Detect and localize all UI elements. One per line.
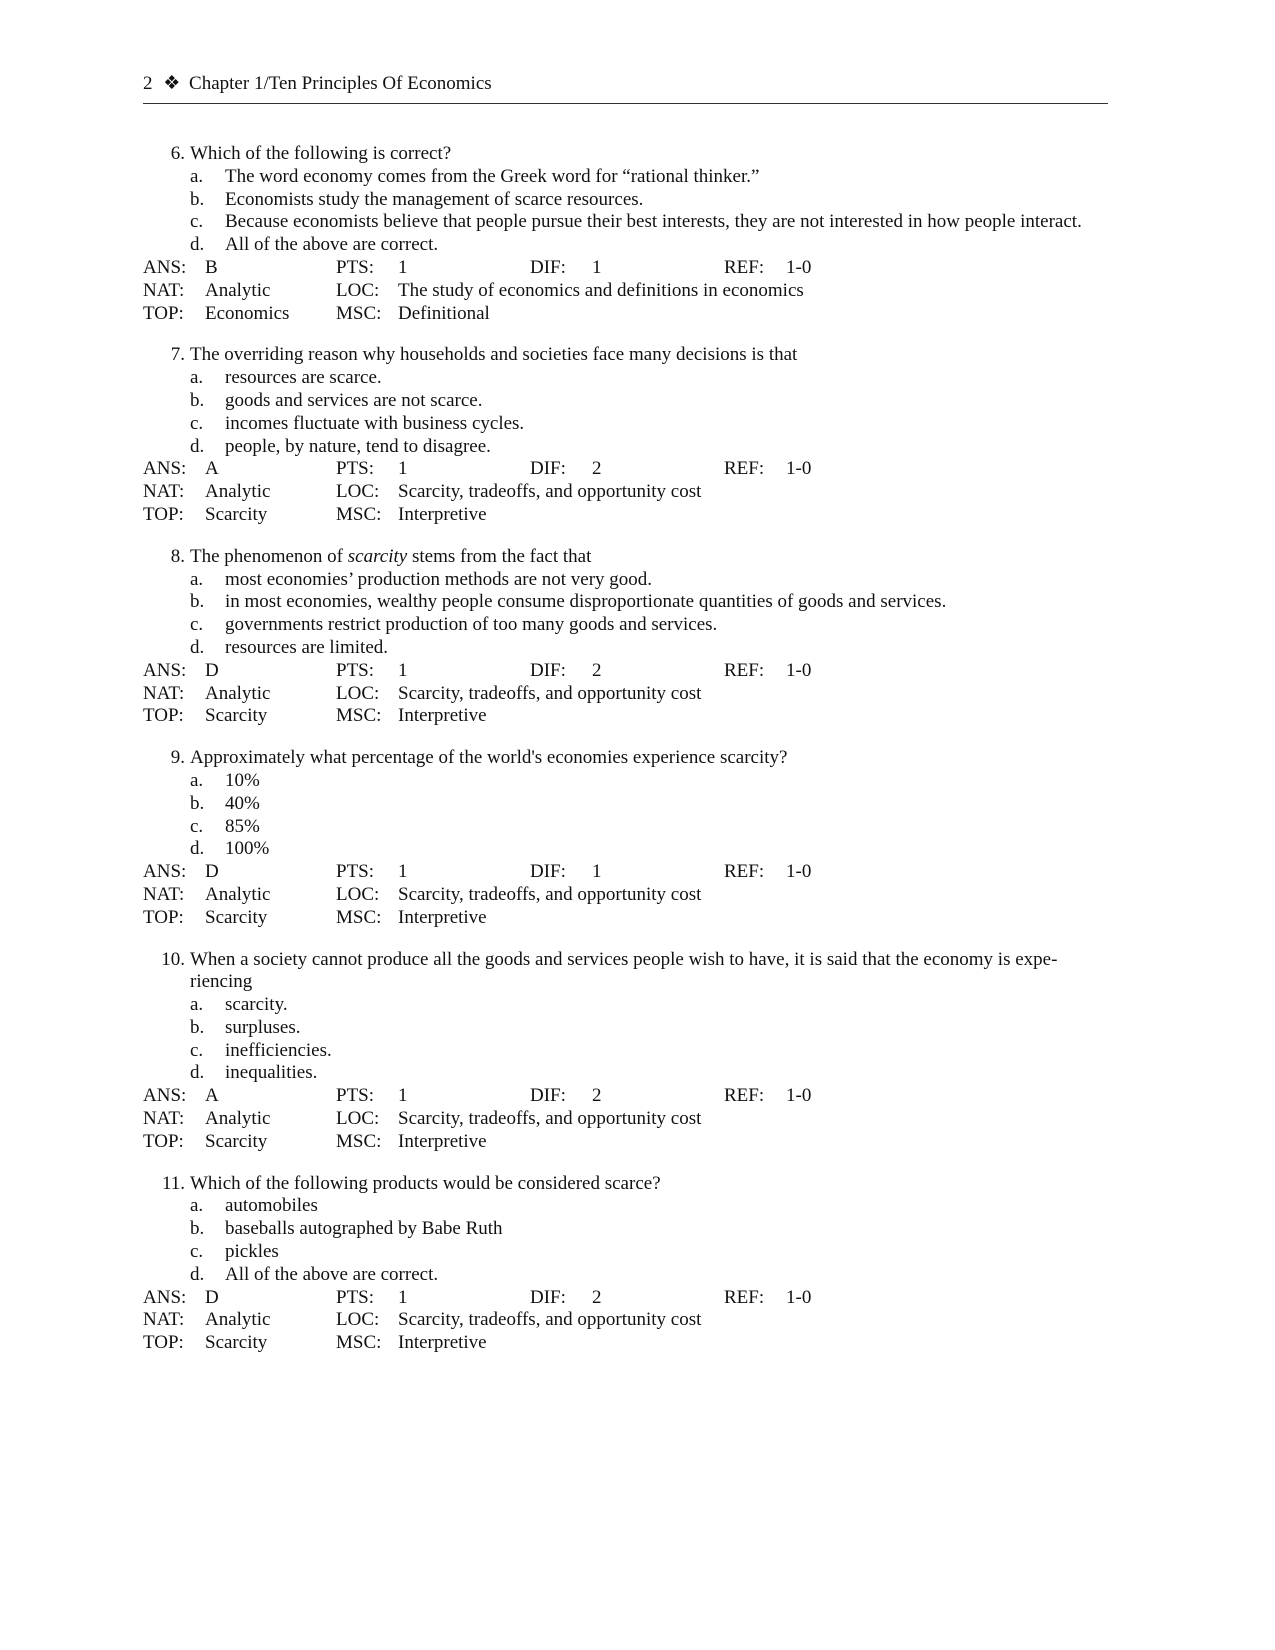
question-text (190, 143, 1095, 166)
meta-value-msc: Interpretive (398, 1130, 487, 1152)
meta-label-msc: MSC: (336, 705, 382, 727)
answer-metadata-row (143, 280, 1108, 303)
meta-value-loc: Scarcity, tradeoffs, and opportunity cost (398, 883, 702, 905)
meta-label-msc: MSC: (336, 1332, 382, 1354)
question-number: 6. (170, 143, 185, 164)
answer-option (143, 1195, 1108, 1218)
answer-metadata-row (143, 1085, 1108, 1108)
answer-option (143, 770, 1108, 793)
answer-option (143, 413, 1108, 436)
meta-value-ans: A (205, 1085, 219, 1107)
meta-value-msc: Interpretive (398, 705, 487, 727)
meta-label-ans: ANS: (143, 861, 187, 883)
meta-value-top: Scarcity (205, 906, 268, 928)
meta-value-ans: B (205, 256, 218, 278)
question-text-part: The phenomenon of (190, 545, 348, 567)
meta-dif (530, 861, 724, 884)
option-text: The word economy comes from the Greek word for “rational thinker.” (225, 165, 760, 187)
meta-top (143, 907, 336, 930)
question-block (143, 949, 1108, 1154)
option-letter: a. (190, 994, 204, 1016)
meta-nat (143, 1108, 336, 1131)
option-letter: d. (190, 838, 205, 860)
meta-label-top: TOP: (143, 302, 184, 324)
question-number: 7. (170, 344, 185, 366)
answer-option (143, 614, 1108, 637)
question-block (143, 747, 1108, 929)
option-letter: c. (190, 614, 204, 636)
meta-label-loc: LOC: (336, 1309, 380, 1331)
answer-option (143, 436, 1108, 459)
meta-loc (336, 683, 1036, 706)
answer-metadata-row (143, 257, 1108, 280)
meta-msc (336, 504, 1036, 527)
meta-ref (724, 861, 1024, 884)
meta-label-dif: DIF: (530, 256, 566, 278)
question-stem (143, 546, 1108, 569)
answer-option (143, 189, 1108, 212)
question-text-part: stems from the fact that (407, 545, 592, 567)
option-letter: d. (190, 1263, 205, 1285)
meta-nat (143, 683, 336, 706)
meta-value-top: Scarcity (205, 1130, 268, 1152)
meta-value-nat: Analytic (205, 883, 271, 905)
meta-ref (724, 458, 1024, 481)
option-text: 40% (225, 792, 260, 814)
answer-option (143, 390, 1108, 413)
option-letter: c. (190, 1241, 204, 1263)
meta-value-nat: Analytic (205, 1309, 271, 1331)
meta-dif (530, 1085, 724, 1108)
meta-top (143, 705, 336, 728)
meta-label-ref: REF: (724, 1085, 765, 1107)
answer-option (143, 569, 1108, 592)
meta-value-pts: 1 (398, 458, 408, 480)
meta-value-ref: 1-0 (786, 861, 812, 883)
meta-label-top: TOP: (143, 906, 184, 928)
meta-label-dif: DIF: (530, 1286, 566, 1308)
option-letter: a. (190, 568, 204, 590)
meta-value-msc: Interpretive (398, 1332, 487, 1354)
option-letter: c. (190, 412, 204, 434)
option-letter: b. (190, 1016, 205, 1038)
meta-dif (530, 458, 724, 481)
question-text-part: Which of the following products would be considered scarce? (190, 1172, 661, 1194)
meta-label-loc: LOC: (336, 279, 380, 301)
option-text: inequalities. (225, 1062, 318, 1084)
meta-top (143, 504, 336, 527)
meta-label-top: TOP: (143, 503, 184, 525)
meta-label-ref: REF: (724, 458, 765, 480)
meta-pts (336, 257, 530, 280)
meta-label-dif: DIF: (530, 458, 566, 480)
question-number: 11. (161, 1172, 185, 1194)
answer-metadata-row (143, 884, 1108, 907)
meta-label-ans: ANS: (143, 256, 187, 278)
chapter-title: Chapter 1/Ten Principles Of Economics (189, 73, 492, 94)
option-letter: a. (190, 165, 204, 187)
meta-ans (143, 257, 336, 280)
meta-label-ref: REF: (724, 861, 765, 883)
diamond-separator-icon: ❖ (163, 73, 181, 94)
meta-value-ref: 1-0 (786, 659, 812, 681)
option-text: surpluses. (225, 1016, 301, 1038)
question-number: 10. (161, 948, 185, 970)
question-block (143, 344, 1108, 526)
answer-option (143, 367, 1108, 390)
question-text-part: Which of the following is correct? (190, 143, 452, 164)
option-text: 10% (225, 769, 260, 791)
meta-value-top: Economics (205, 302, 290, 324)
meta-label-ref: REF: (724, 659, 765, 681)
meta-label-nat: NAT: (143, 481, 185, 503)
meta-value-ans: A (205, 458, 219, 480)
meta-value-top: Scarcity (205, 503, 268, 525)
option-text: goods and services are not scarce. (225, 389, 483, 411)
meta-value-pts: 1 (398, 659, 408, 681)
meta-value-pts: 1 (398, 256, 408, 278)
meta-value-ans: D (205, 659, 219, 681)
answer-metadata-row (143, 1131, 1108, 1154)
answer-metadata-row (143, 660, 1108, 683)
question-number: 8. (170, 545, 185, 567)
question-text-part: When a society cannot produce all the goods and services people wish to have, it is said that the economy is expe-riencing (190, 948, 1058, 993)
option-text: governments restrict production of too many goods and services. (225, 614, 718, 636)
meta-label-pts: PTS: (336, 861, 375, 883)
meta-value-loc: Scarcity, tradeoffs, and opportunity cost (398, 1309, 702, 1331)
question-list (143, 143, 1108, 1374)
meta-label-pts: PTS: (336, 256, 375, 278)
option-letter: c. (190, 815, 204, 837)
meta-value-ref: 1-0 (786, 256, 812, 278)
option-letter: a. (190, 1195, 204, 1217)
option-letter: b. (190, 389, 205, 411)
meta-value-top: Scarcity (205, 1332, 268, 1354)
answer-option (143, 816, 1108, 839)
question-text (190, 949, 1095, 995)
meta-label-ref: REF: (724, 1286, 765, 1308)
meta-label-loc: LOC: (336, 481, 380, 503)
answer-option (143, 1040, 1108, 1063)
meta-value-pts: 1 (398, 1085, 408, 1107)
meta-label-pts: PTS: (336, 659, 375, 681)
meta-ans (143, 1085, 336, 1108)
meta-value-dif: 2 (592, 659, 602, 681)
answer-metadata-row (143, 861, 1108, 884)
question-stem (143, 143, 1108, 166)
meta-label-ans: ANS: (143, 1286, 187, 1308)
meta-label-dif: DIF: (530, 1085, 566, 1107)
option-letter: d. (190, 1062, 205, 1084)
answer-option (143, 994, 1108, 1017)
meta-value-loc: Scarcity, tradeoffs, and opportunity cost (398, 1108, 702, 1130)
meta-value-ans: D (205, 861, 219, 883)
meta-pts (336, 660, 530, 683)
option-text: resources are scarce. (225, 367, 382, 389)
meta-label-loc: LOC: (336, 1108, 380, 1130)
meta-label-ans: ANS: (143, 458, 187, 480)
meta-label-ans: ANS: (143, 1085, 187, 1107)
option-text: All of the above are correct. (225, 1263, 439, 1285)
option-text: people, by nature, tend to disagree. (225, 435, 491, 457)
meta-value-msc: Interpretive (398, 503, 487, 525)
meta-value-dif: 2 (592, 1085, 602, 1107)
option-text: pickles (225, 1241, 279, 1263)
meta-label-pts: PTS: (336, 1085, 375, 1107)
meta-value-dif: 1 (592, 861, 602, 883)
meta-ref (724, 257, 1024, 280)
answer-option (143, 1264, 1108, 1287)
meta-value-nat: Analytic (205, 682, 271, 704)
meta-top (143, 1131, 336, 1154)
meta-label-nat: NAT: (143, 883, 185, 905)
option-letter: b. (190, 792, 205, 814)
meta-label-top: TOP: (143, 1130, 184, 1152)
option-text: Economists study the management of scarce resources. (225, 188, 644, 210)
meta-loc (336, 280, 1036, 303)
meta-loc (336, 1309, 1036, 1332)
meta-ref (724, 1085, 1024, 1108)
meta-msc (336, 1332, 1036, 1355)
meta-ans (143, 660, 336, 683)
meta-label-nat: NAT: (143, 682, 185, 704)
answer-metadata-row (143, 458, 1108, 481)
meta-nat (143, 884, 336, 907)
question-text (190, 344, 1095, 367)
question-text (190, 747, 1095, 770)
question-block (143, 143, 1108, 325)
answer-metadata-row (143, 504, 1108, 527)
option-text: scarcity. (225, 994, 288, 1016)
answer-option (143, 1241, 1108, 1264)
meta-loc (336, 1108, 1036, 1131)
option-text: automobiles (225, 1195, 318, 1217)
meta-dif (530, 257, 724, 280)
meta-dif (530, 660, 724, 683)
answer-metadata-row (143, 303, 1108, 326)
answer-option (143, 166, 1108, 189)
answer-option (143, 793, 1108, 816)
meta-pts (336, 1085, 530, 1108)
answer-option (143, 637, 1108, 660)
page-header (143, 72, 1108, 104)
question-number: 9. (170, 747, 185, 769)
meta-value-pts: 1 (398, 1286, 408, 1308)
meta-label-loc: LOC: (336, 682, 380, 704)
meta-value-loc: Scarcity, tradeoffs, and opportunity cost (398, 481, 702, 503)
meta-nat (143, 1309, 336, 1332)
option-text: incomes fluctuate with business cycles. (225, 412, 525, 434)
meta-label-top: TOP: (143, 1332, 184, 1354)
answer-metadata-row (143, 1287, 1108, 1310)
answer-metadata-row (143, 907, 1108, 930)
option-text: in most economies, wealthy people consume disproportionate quantities of goods and services. (225, 591, 947, 613)
meta-value-ref: 1-0 (786, 458, 812, 480)
meta-nat (143, 280, 336, 303)
option-text: 85% (225, 815, 260, 837)
meta-pts (336, 861, 530, 884)
meta-value-loc: The study of economics and definitions in economics (398, 279, 804, 301)
option-text: resources are limited. (225, 636, 389, 658)
meta-label-ans: ANS: (143, 659, 187, 681)
meta-msc (336, 1131, 1036, 1154)
meta-msc (336, 907, 1036, 930)
answer-option (143, 1218, 1108, 1241)
meta-label-top: TOP: (143, 705, 184, 727)
option-text: baseballs autographed by Babe Ruth (225, 1218, 503, 1240)
meta-label-msc: MSC: (336, 1130, 382, 1152)
meta-ans (143, 1287, 336, 1310)
meta-value-ref: 1-0 (786, 1286, 812, 1308)
option-letter: b. (190, 591, 205, 613)
meta-value-nat: Analytic (205, 279, 271, 301)
answer-option (143, 838, 1108, 861)
option-letter: d. (190, 234, 205, 256)
meta-value-top: Scarcity (205, 705, 268, 727)
meta-label-ref: REF: (724, 256, 765, 278)
meta-loc (336, 481, 1036, 504)
option-letter: c. (190, 211, 204, 233)
question-stem (143, 344, 1108, 367)
answer-metadata-row (143, 1309, 1108, 1332)
meta-label-msc: MSC: (336, 503, 382, 525)
answer-option (143, 591, 1108, 614)
meta-value-ref: 1-0 (786, 1085, 812, 1107)
meta-label-nat: NAT: (143, 279, 185, 301)
option-letter: b. (190, 188, 205, 210)
answer-metadata-row (143, 1332, 1108, 1355)
question-text-part: Approximately what percentage of the world's economies experience scarcity? (190, 747, 788, 769)
meta-value-ans: D (205, 1286, 219, 1308)
option-letter: a. (190, 769, 204, 791)
page-number: 2 (143, 73, 153, 94)
meta-label-pts: PTS: (336, 458, 375, 480)
question-stem (143, 747, 1108, 770)
meta-label-msc: MSC: (336, 906, 382, 928)
meta-msc (336, 705, 1036, 728)
option-text: Because economists believe that people pursue their best interests, they are not interested in how people interact. (225, 211, 1082, 233)
meta-top (143, 303, 336, 326)
answer-metadata-row (143, 705, 1108, 728)
question-block (143, 546, 1108, 728)
question-text-italic: scarcity (347, 545, 408, 567)
option-letter: a. (190, 367, 204, 389)
answer-option (143, 234, 1108, 257)
option-letter: d. (190, 435, 205, 457)
answer-option (143, 211, 1108, 234)
meta-label-loc: LOC: (336, 883, 380, 905)
question-stem (143, 1173, 1108, 1196)
answer-option (143, 1017, 1108, 1040)
option-text: All of the above are correct. (225, 234, 439, 256)
meta-pts (336, 458, 530, 481)
meta-value-nat: Analytic (205, 1108, 271, 1130)
meta-label-dif: DIF: (530, 861, 566, 883)
meta-value-pts: 1 (398, 861, 408, 883)
meta-loc (336, 884, 1036, 907)
question-text (190, 546, 1095, 569)
option-text: 100% (225, 838, 270, 860)
meta-pts (336, 1287, 530, 1310)
question-text-part: The overriding reason why households and societies face many decisions is that (190, 344, 798, 366)
meta-label-nat: NAT: (143, 1108, 185, 1130)
meta-value-dif: 1 (592, 256, 602, 278)
meta-msc (336, 303, 1036, 326)
meta-dif (530, 1287, 724, 1310)
meta-value-dif: 2 (592, 1286, 602, 1308)
answer-metadata-row (143, 683, 1108, 706)
meta-ref (724, 1287, 1024, 1310)
answer-metadata-row (143, 1108, 1108, 1131)
option-letter: c. (190, 1039, 204, 1061)
answer-option (143, 1062, 1108, 1085)
meta-top (143, 1332, 336, 1355)
meta-nat (143, 481, 336, 504)
meta-label-msc: MSC: (336, 302, 382, 324)
meta-label-dif: DIF: (530, 659, 566, 681)
meta-value-dif: 2 (592, 458, 602, 480)
option-letter: b. (190, 1218, 205, 1240)
option-text: inefficiencies. (225, 1039, 332, 1061)
option-letter: d. (190, 636, 205, 658)
meta-ref (724, 660, 1024, 683)
question-block (143, 1173, 1108, 1355)
meta-value-msc: Interpretive (398, 906, 487, 928)
answer-metadata-row (143, 481, 1108, 504)
meta-value-loc: Scarcity, tradeoffs, and opportunity cost (398, 682, 702, 704)
question-text (190, 1173, 1095, 1196)
meta-ans (143, 861, 336, 884)
meta-label-pts: PTS: (336, 1286, 375, 1308)
meta-label-nat: NAT: (143, 1309, 185, 1331)
meta-ans (143, 458, 336, 481)
question-stem (143, 949, 1108, 995)
meta-value-nat: Analytic (205, 481, 271, 503)
meta-value-msc: Definitional (398, 302, 490, 324)
option-text: most economies’ production methods are not very good. (225, 568, 653, 590)
